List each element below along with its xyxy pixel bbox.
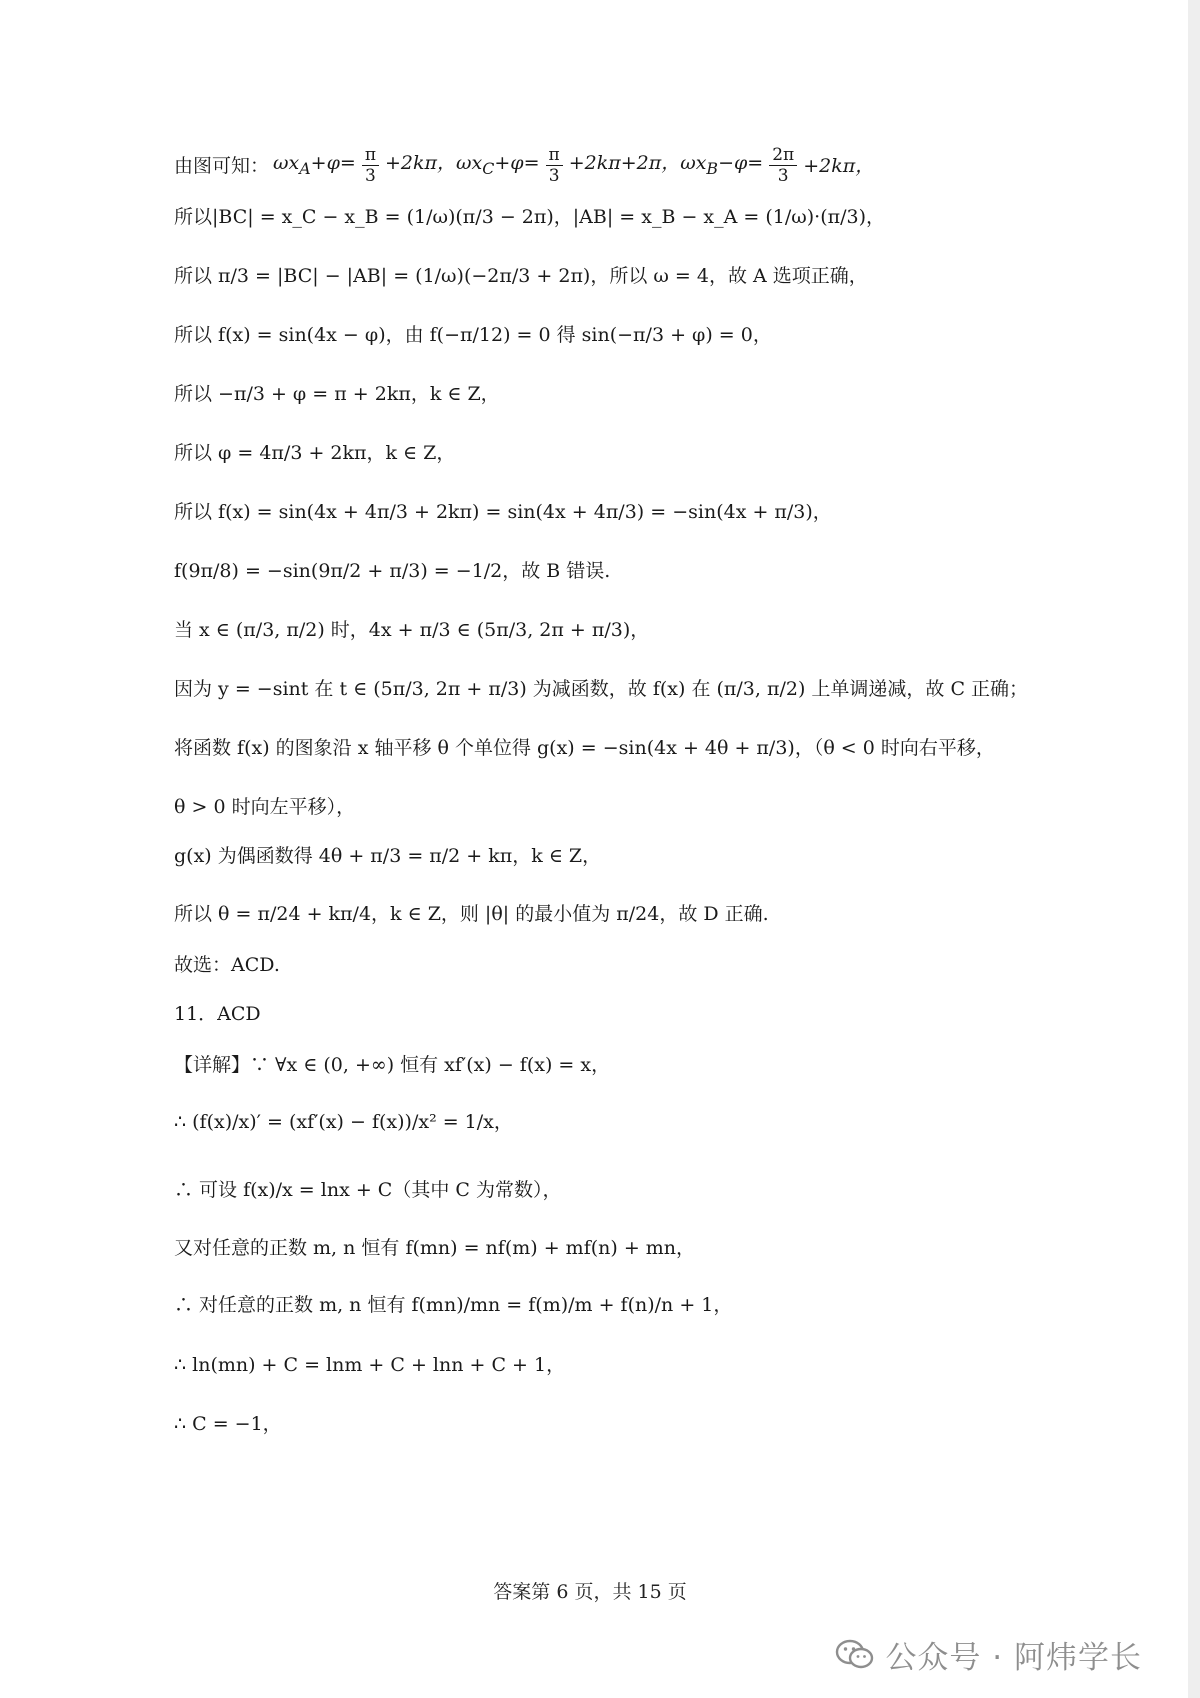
line-text: ∴ 可设 f(x)/x = lnx + C（其中 C 为常数），	[174, 1179, 562, 1201]
math-expr: +2kπ，	[803, 154, 875, 177]
text-line-20	[174, 1234, 1140, 1262]
text-line-13	[174, 842, 1140, 870]
line-text: θ > 0 时向左平移），	[174, 796, 356, 818]
text-line-15	[174, 951, 1140, 979]
wechat-icon	[835, 1638, 875, 1672]
line-text: f(9π/8) = −sin(9π/2 + π/3) = −1/2，故 B 错误.	[174, 560, 611, 582]
line-text: ∴ C = −1，	[174, 1413, 282, 1435]
line-text: 所以 π/3 = |BC| − |AB| = (1/ω)(−2π/3 + 2π)，所以 ω = 4，故 A 选项正确，	[174, 265, 868, 287]
text-line-22	[174, 1351, 1140, 1379]
question-number	[174, 1000, 1140, 1028]
text-line-7	[174, 498, 1140, 526]
line-text: 又对任意的正数 m, n 恒有 f(mn) = nf(m) + mf(n) + mn，	[174, 1237, 696, 1259]
math-expr: +2kπ，$\omega x_C+\varphi=$	[385, 151, 540, 178]
line-text: 故选：ACD.	[174, 954, 280, 976]
text-line-5	[174, 380, 1140, 408]
line-text: 将函数 f(x) 的图象沿 x 轴平移 θ 个单位得 g(x) = −sin(4x + 4θ + π/3)，（θ < 0 时向右平移，	[174, 737, 995, 759]
text-line-18	[174, 1108, 1140, 1136]
line-text: 所以 f(x) = sin(4x − φ)，由 f(−π/12) = 0 得 sin(−π/3 + φ) = 0，	[174, 324, 772, 346]
line-text: 所以|BC| = x_C − x_B = (1/ω)(π/3 − 2π)，|AB| = x_B − x_A = (1/ω)·(π/3)，	[174, 206, 886, 228]
text-line-8	[174, 557, 1140, 585]
text-line-21	[174, 1291, 1140, 1319]
page-footer: 答案第 6 页，共 15 页	[493, 1581, 687, 1603]
text-line-19	[174, 1176, 1140, 1204]
text-line-23	[174, 1410, 1140, 1438]
math-expr: +2kπ+2π，$\omega x_B-\varphi=$	[568, 151, 764, 178]
text-line-12	[174, 793, 1140, 821]
text-line-17	[174, 1051, 1140, 1079]
fraction: $\frac{\pi}{3}$	[362, 145, 379, 186]
line-text: ∴ 对任意的正数 m, n 恒有 f(mn)/mn = f(m)/m + f(n)/n + 1，	[174, 1294, 733, 1316]
line-text: g(x) 为偶函数得 4θ + π/3 = π/2 + kπ，k ∈ Z，	[174, 845, 602, 867]
math-expr: $\omega x_A+\varphi=$	[273, 151, 356, 178]
text-line-2	[174, 203, 1140, 231]
line-text: 所以 −π/3 + φ = π + 2kπ，k ∈ Z，	[174, 383, 500, 405]
text-line-11	[174, 734, 1140, 762]
watermark-text: 公众号 · 阿炜学长	[885, 1640, 1142, 1676]
text-line-3	[174, 262, 1140, 290]
text-line-10	[174, 675, 1140, 703]
text-line-9	[174, 616, 1140, 644]
watermark	[835, 1632, 1142, 1677]
text-line-6	[174, 439, 1140, 467]
line-text: 11．ACD	[174, 1003, 261, 1025]
line-1-prefix: 由图可知：	[174, 154, 270, 177]
line-text: 【详解】∵ ∀x ∈ (0, +∞) 恒有 xf′(x) − f(x) = x，	[174, 1054, 611, 1076]
line-text: ∴ ln(mn) + C = lnm + C + lnn + C + 1，	[174, 1354, 566, 1376]
fraction: $\frac{2\pi}{3}$	[769, 145, 797, 186]
fraction: $\frac{\pi}{3}$	[546, 145, 563, 186]
line-text: 当 x ∈ (π/3, π/2) 时，4x + π/3 ∈ (5π/3, 2π + π/3)，	[174, 619, 650, 641]
text-line-14	[174, 900, 1140, 928]
line-text: 所以 φ = 4π/3 + 2kπ，k ∈ Z，	[174, 442, 456, 464]
line-text: ∴ (f(x)/x)′ = (xf′(x) − f(x))/x² = 1/x，	[174, 1111, 513, 1133]
text-line-4	[174, 321, 1140, 349]
line-text: 所以 f(x) = sin(4x + 4π/3 + 2kπ) = sin(4x + 4π/3) = −sin(4x + π/3)，	[174, 501, 832, 523]
line-text: 因为 y = −sint 在 t ∈ (5π/3, 2π + π/3) 为减函数，故 f(x) 在 (π/3, π/2) 上单调递减，故 C 正确；	[174, 678, 1029, 700]
page-edge	[1188, 0, 1200, 1698]
line-text: 所以 θ = π/24 + kπ/4，k ∈ Z，则 |θ| 的最小值为 π/24，故 D 正确.	[174, 903, 769, 925]
text-line-1	[174, 145, 1140, 186]
